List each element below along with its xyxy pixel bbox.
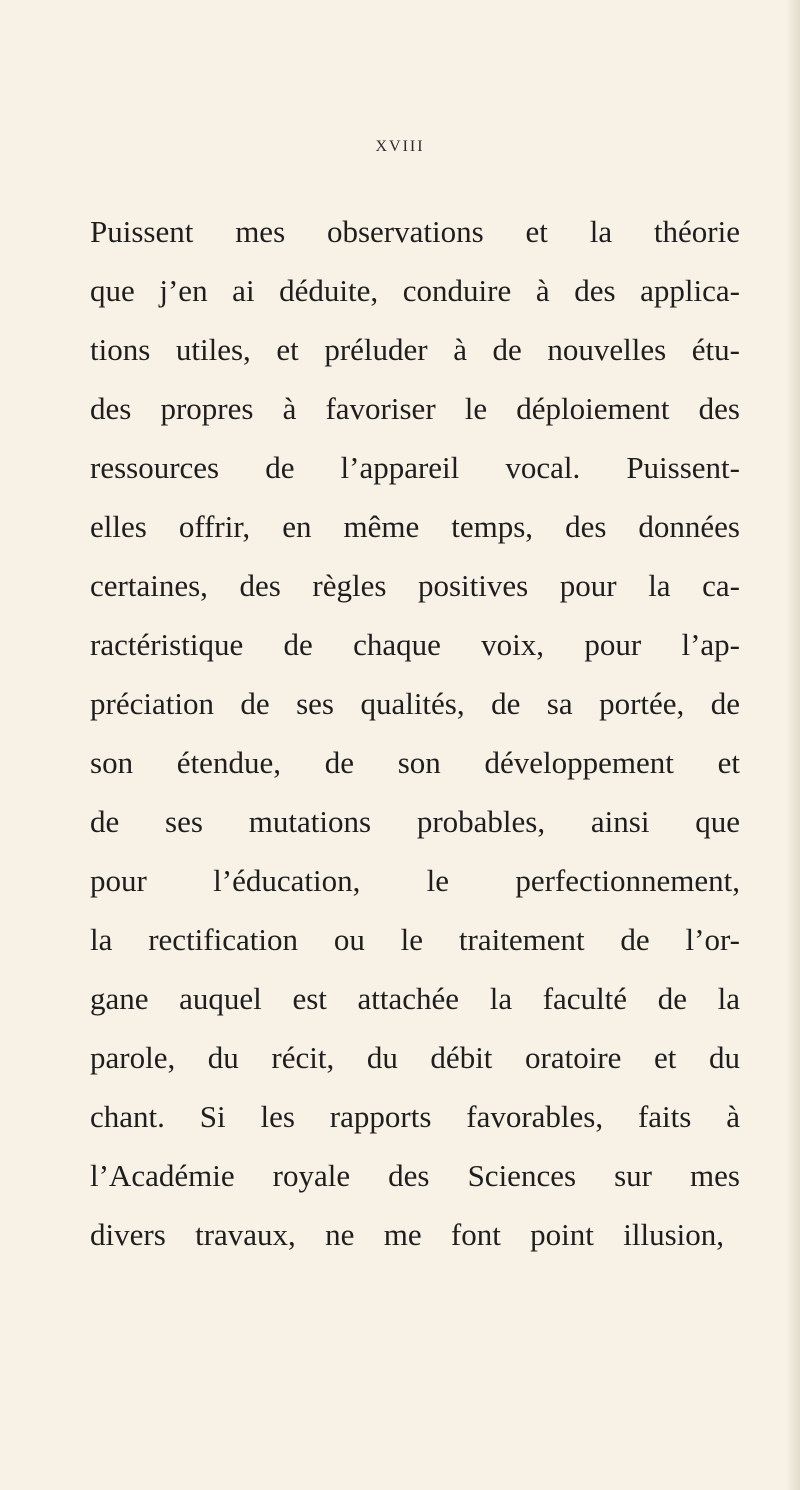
text-line: divers travaux, ne me font point illusion, [90,1217,724,1252]
text-line: pour l’éducation, le perfectionnement, [90,863,740,898]
page-number: XVIII [375,138,425,155]
text-line: que j’en ai déduite, conduire à des applica- [90,273,740,308]
text-line: certaines, des règles positives pour la ca- [90,568,740,603]
text-line: ressources de l’appareil vocal. Puissent- [90,450,740,485]
text-line: son étendue, de son développement et [90,745,740,780]
text-line: l’Académie royale des Sciences sur mes [90,1158,740,1193]
text-line: Puissent mes observations et la théorie [90,214,740,249]
text-line: parole, du récit, du débit oratoire et du [90,1040,740,1075]
text-line: la rectification ou le traitement de l’or- [90,922,740,957]
text-line: ractéristique de chaque voix, pour l’ap- [90,627,740,662]
text-line: elles offrir, en même temps, des données [90,509,740,544]
text-line: de ses mutations probables, ainsi que [90,804,740,839]
text-line: des propres à favoriser le déploiement des [90,391,740,426]
text-line: chant. Si les rapports favorables, faits à [90,1099,740,1134]
text-line: gane auquel est attachée la faculté de la [90,981,740,1016]
text-line: tions utiles, et préluder à de nouvelles étu- [90,332,740,367]
text-line: préciation de ses qualités, de sa portée, de [90,686,740,721]
